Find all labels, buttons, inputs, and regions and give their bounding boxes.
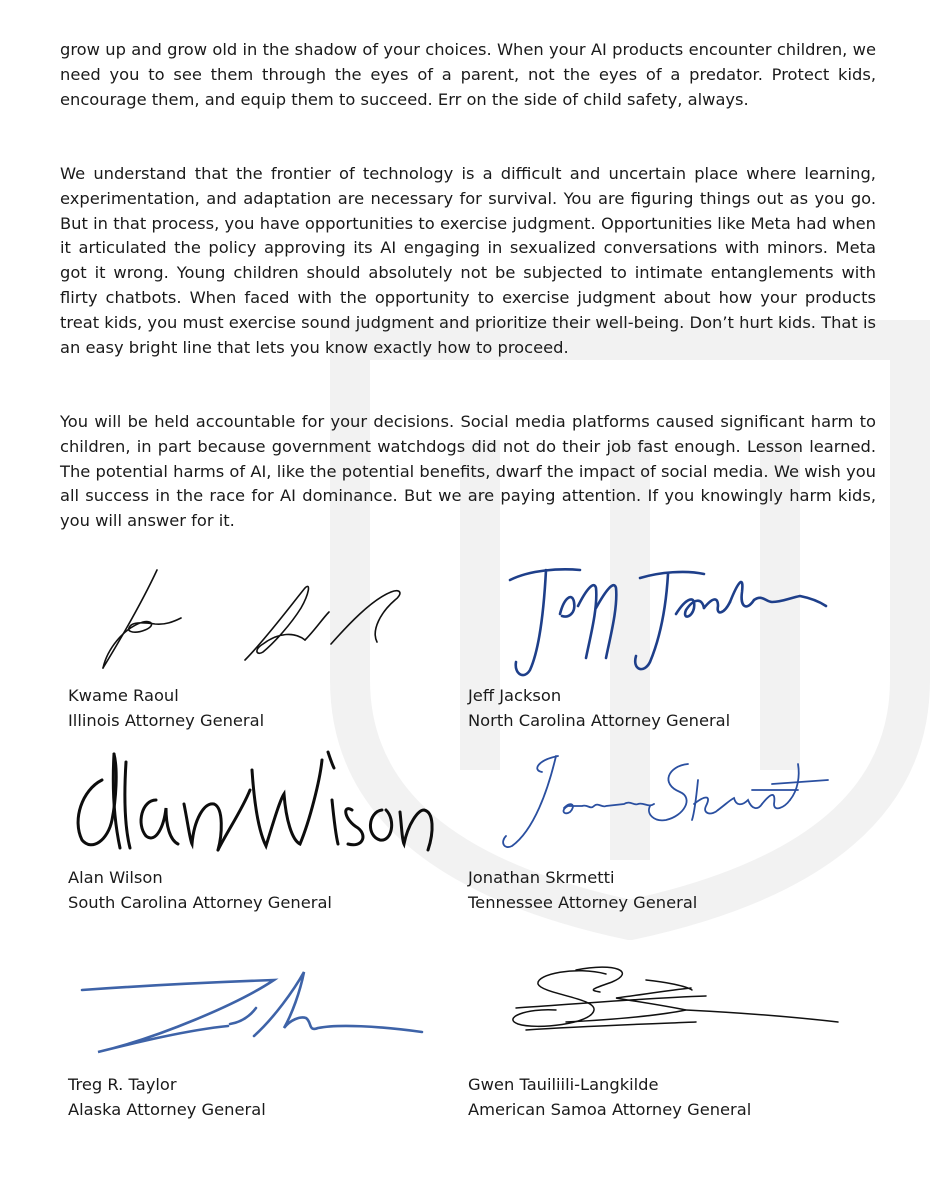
letter-paragraph: We understand that the frontier of technology is a difficult and uncertain place where learning, experimentation, and adaptation are necessary for survival. You are figuring things out as you go. But in that process, you have opportunities to exercise judgment. Opportunities like Meta had when it articulated the policy approving its AI engaging in sexualized conversations with minors. Meta got it wrong. Young children should absolutely not be subjected to intimate entanglements with flirty chatbots. When faced with the opportunity to exercise judgment about how your products treat kids, you must exercise sound judgment and prioritize their well-being. Don’t hurt kids. That is an easy bright line that lets you know exactly how to proceed.	[60, 164, 876, 357]
signature-jonathan-skrmetti	[498, 750, 838, 860]
signer-name: Kwame Raoul	[68, 686, 179, 705]
signer-title: North Carolina Attorney General	[468, 710, 731, 730]
signer-title: South Carolina Attorney General	[68, 892, 332, 912]
signer-title: American Samoa Attorney General	[468, 1099, 752, 1119]
signer-name: Jeff Jackson	[468, 686, 562, 705]
signer-name: Alan Wilson	[68, 868, 163, 887]
signer-name: Treg R. Taylor	[68, 1075, 177, 1094]
signer-block	[468, 1073, 751, 1122]
signer-title: Alaska Attorney General	[68, 1099, 266, 1119]
signer-name: Gwen Tauiliili-Langkilde	[468, 1075, 659, 1094]
signature-gwen-tauiliili-langkilde	[496, 960, 846, 1050]
signer-block	[68, 684, 264, 733]
signature-alan-wilson	[62, 740, 442, 860]
signature-jeff-jackson	[490, 558, 830, 688]
signer-title: Illinois Attorney General	[68, 710, 265, 730]
signer-block	[468, 866, 697, 915]
signature-kwame-raoul	[95, 560, 425, 680]
signature-treg-taylor	[78, 958, 438, 1068]
letter-paragraph: You will be held accountable for your decisions. Social media platforms caused significant harm to children, in part because government watchdogs did not do their job fast enough. Lesson learned. The potential harms of AI, like the potential benefits, dwarf the impact of social media. We wish you all success in the race for AI dominance. But we are paying attention. If you knowingly harm kids, you will answer for it.	[60, 412, 876, 531]
signer-title: Tennessee Attorney General	[468, 892, 698, 912]
signer-block	[68, 866, 332, 915]
signer-block	[468, 684, 730, 733]
signer-block	[68, 1073, 266, 1122]
letter-paragraph: grow up and grow old in the shadow of your choices. When your AI products encounter children, we need you to see them through the eyes of a parent, not the eyes of a predator. Protect kids, encourage them, and equip them to succeed. Err on the side of child safety, always.	[60, 40, 876, 109]
signer-name: Jonathan Skrmetti	[468, 868, 615, 887]
